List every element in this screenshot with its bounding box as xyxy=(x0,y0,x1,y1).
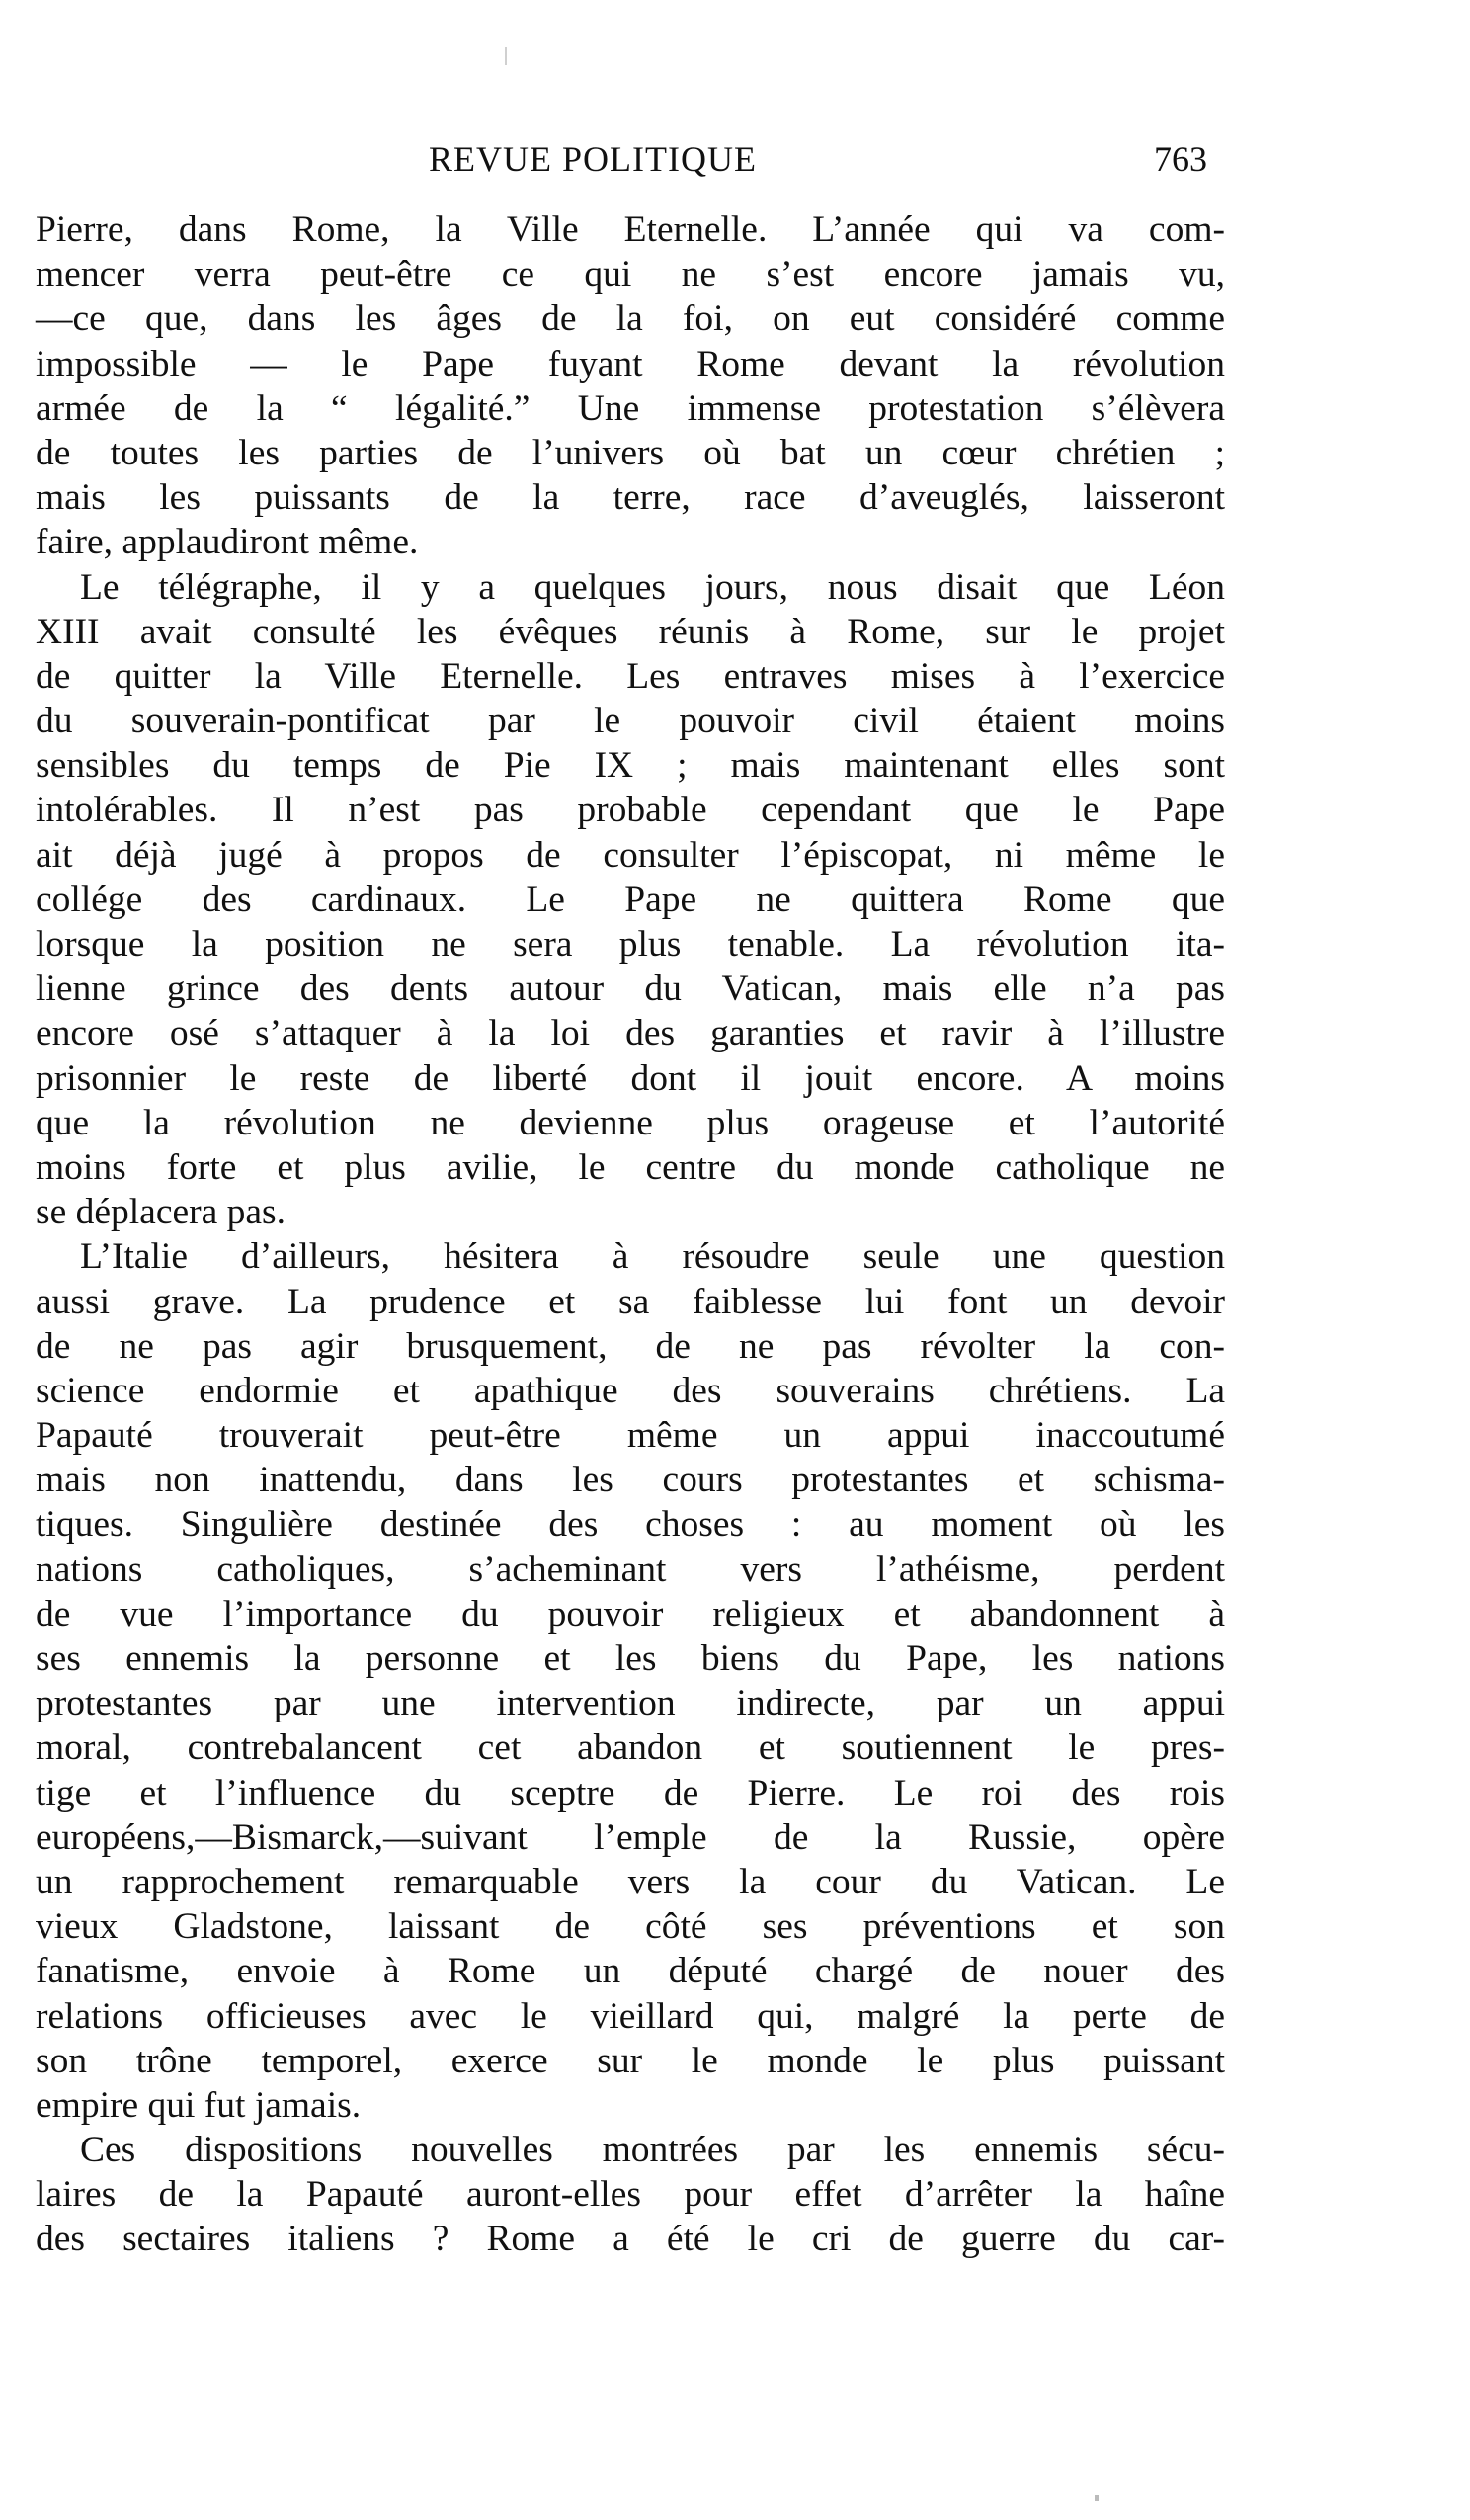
text-line: des sectaires italiens ? Rome a été le cri de guerre du car- xyxy=(36,2219,1225,2260)
paragraph xyxy=(36,2128,1225,2262)
text-line: de quitter la Ville Eternelle. Les entraves mises à l’exercice xyxy=(36,655,1225,697)
text-line: un rapprochement remarquable vers la cour du Vatican. Le xyxy=(36,1861,1225,1902)
text-line: prisonnier le reste de liberté dont il jouit encore. A moins xyxy=(36,1057,1225,1099)
text-line: impossible — le Pape fuyant Rome devant la révolution xyxy=(36,343,1225,384)
text-line: laires de la Papauté auront-elles pour effet d’arrêter la haîne xyxy=(36,2174,1225,2216)
text-body xyxy=(36,208,1225,2262)
text-line: aussi grave. La prudence et sa faiblesse lui font un devoir xyxy=(36,1281,1225,1322)
page-header xyxy=(0,138,1470,188)
text-line: empire qui fut jamais. xyxy=(36,2084,362,2126)
text-line: vieux Gladstone, laissant de côté ses préventions et son xyxy=(36,1906,1225,1948)
text-line: nations catholiques, s’acheminant vers l’athéisme, perdent xyxy=(36,1549,1225,1590)
text-line: tige et l’influence du sceptre de Pierre. Le roi des rois xyxy=(36,1772,1225,1813)
text-line: —ce que, dans les âges de la foi, on eut considéré comme xyxy=(36,298,1225,340)
text-line: moral, contrebalancent cet abandon et soutiennent le pres- xyxy=(36,1727,1225,1769)
text-line: du souverain-pontificat par le pouvoir civil étaient moins xyxy=(36,701,1225,742)
text-line: Pierre, dans Rome, la Ville Eternelle. L’année qui va com- xyxy=(36,210,1225,250)
text-line: collége des cardinaux. Le Pape ne quittera Rome que xyxy=(36,879,1225,920)
text-line: armée de la “ légalité.” Une immense protestation s’élèvera xyxy=(36,387,1225,429)
running-title: REVUE POLITIQUE xyxy=(429,139,757,179)
text-line: Papauté trouverait peut-être même un appui inaccoutumé xyxy=(36,1415,1225,1457)
paragraph xyxy=(36,208,1225,565)
text-line: de toutes les parties de l’univers où bat un cœur chrétien ; xyxy=(36,432,1225,473)
paragraph xyxy=(36,1234,1225,2128)
text-line: lorsque la position ne sera plus tenable. La révolution ita- xyxy=(36,924,1225,965)
text-line: XIII avait consulté les évêques réunis à Rome, sur le projet xyxy=(36,611,1225,652)
text-line: protestantes par une intervention indirecte, par un appui xyxy=(36,1683,1225,1724)
page-number: 763 xyxy=(1154,139,1207,179)
text-line: que la révolution ne devienne plus orageuse et l’autorité xyxy=(36,1102,1225,1143)
text-line: encore osé s’attaquer à la loi des garanties et ravir à l’illustre xyxy=(36,1013,1225,1054)
paragraph xyxy=(36,565,1225,1235)
text-line: ses ennemis la personne et les biens du Pape, les nations xyxy=(36,1638,1225,1679)
text-line: mais non inattendu, dans les cours protestantes et schisma- xyxy=(36,1460,1225,1501)
text-line: faire, applaudiront même. xyxy=(36,522,419,563)
text-line: intolérables. Il n’est pas probable cependant que le Pape xyxy=(36,790,1225,831)
text-line: Ces dispositions nouvelles montrées par les ennemis sécu- xyxy=(80,2130,1225,2171)
text-line: ait déjà jugé à propos de consulter l’épiscopat, ni même le xyxy=(36,834,1225,876)
text-line: L’Italie d’ailleurs, hésitera à résoudre seule une question xyxy=(80,1236,1225,1278)
text-line: mencer verra peut-être ce qui ne s’est encore jamais vu, xyxy=(36,254,1225,295)
text-line: de vue l’importance du pouvoir religieux et abandonnent à xyxy=(36,1593,1225,1635)
scan-mark xyxy=(1095,2495,1099,2501)
text-line: tiques. Singulière destinée des choses : au moment où les xyxy=(36,1504,1225,1546)
text-line: son trône temporel, exerce sur le monde le plus puissant xyxy=(36,2040,1225,2081)
text-line: science endormie et apathique des souverains chrétiens. La xyxy=(36,1370,1225,1411)
text-line: lienne grince des dents autour du Vatican, mais elle n’a pas xyxy=(36,968,1225,1010)
text-line: fanatisme, envoie à Rome un député chargé de nouer des xyxy=(36,1951,1225,1992)
text-line: se déplacera pas. xyxy=(36,1192,286,1233)
text-line: mais les puissants de la terre, race d’aveuglés, laisseront xyxy=(36,477,1225,519)
text-line: moins forte et plus avilie, le centre du monde catholique ne xyxy=(36,1146,1225,1188)
text-line: Le télégraphe, il y a quelques jours, nous disait que Léon xyxy=(80,566,1225,608)
scan-mark xyxy=(505,47,507,65)
text-line: sensibles du temps de Pie IX ; mais maintenant elles sont xyxy=(36,745,1225,787)
text-line: de ne pas agir brusquement, de ne pas révolter la con- xyxy=(36,1325,1225,1367)
text-line: européens,—Bismarck,—suivant l’emple de la Russie, opère xyxy=(36,1816,1225,1858)
text-line: relations officieuses avec le vieillard qui, malgré la perte de xyxy=(36,1995,1225,2037)
